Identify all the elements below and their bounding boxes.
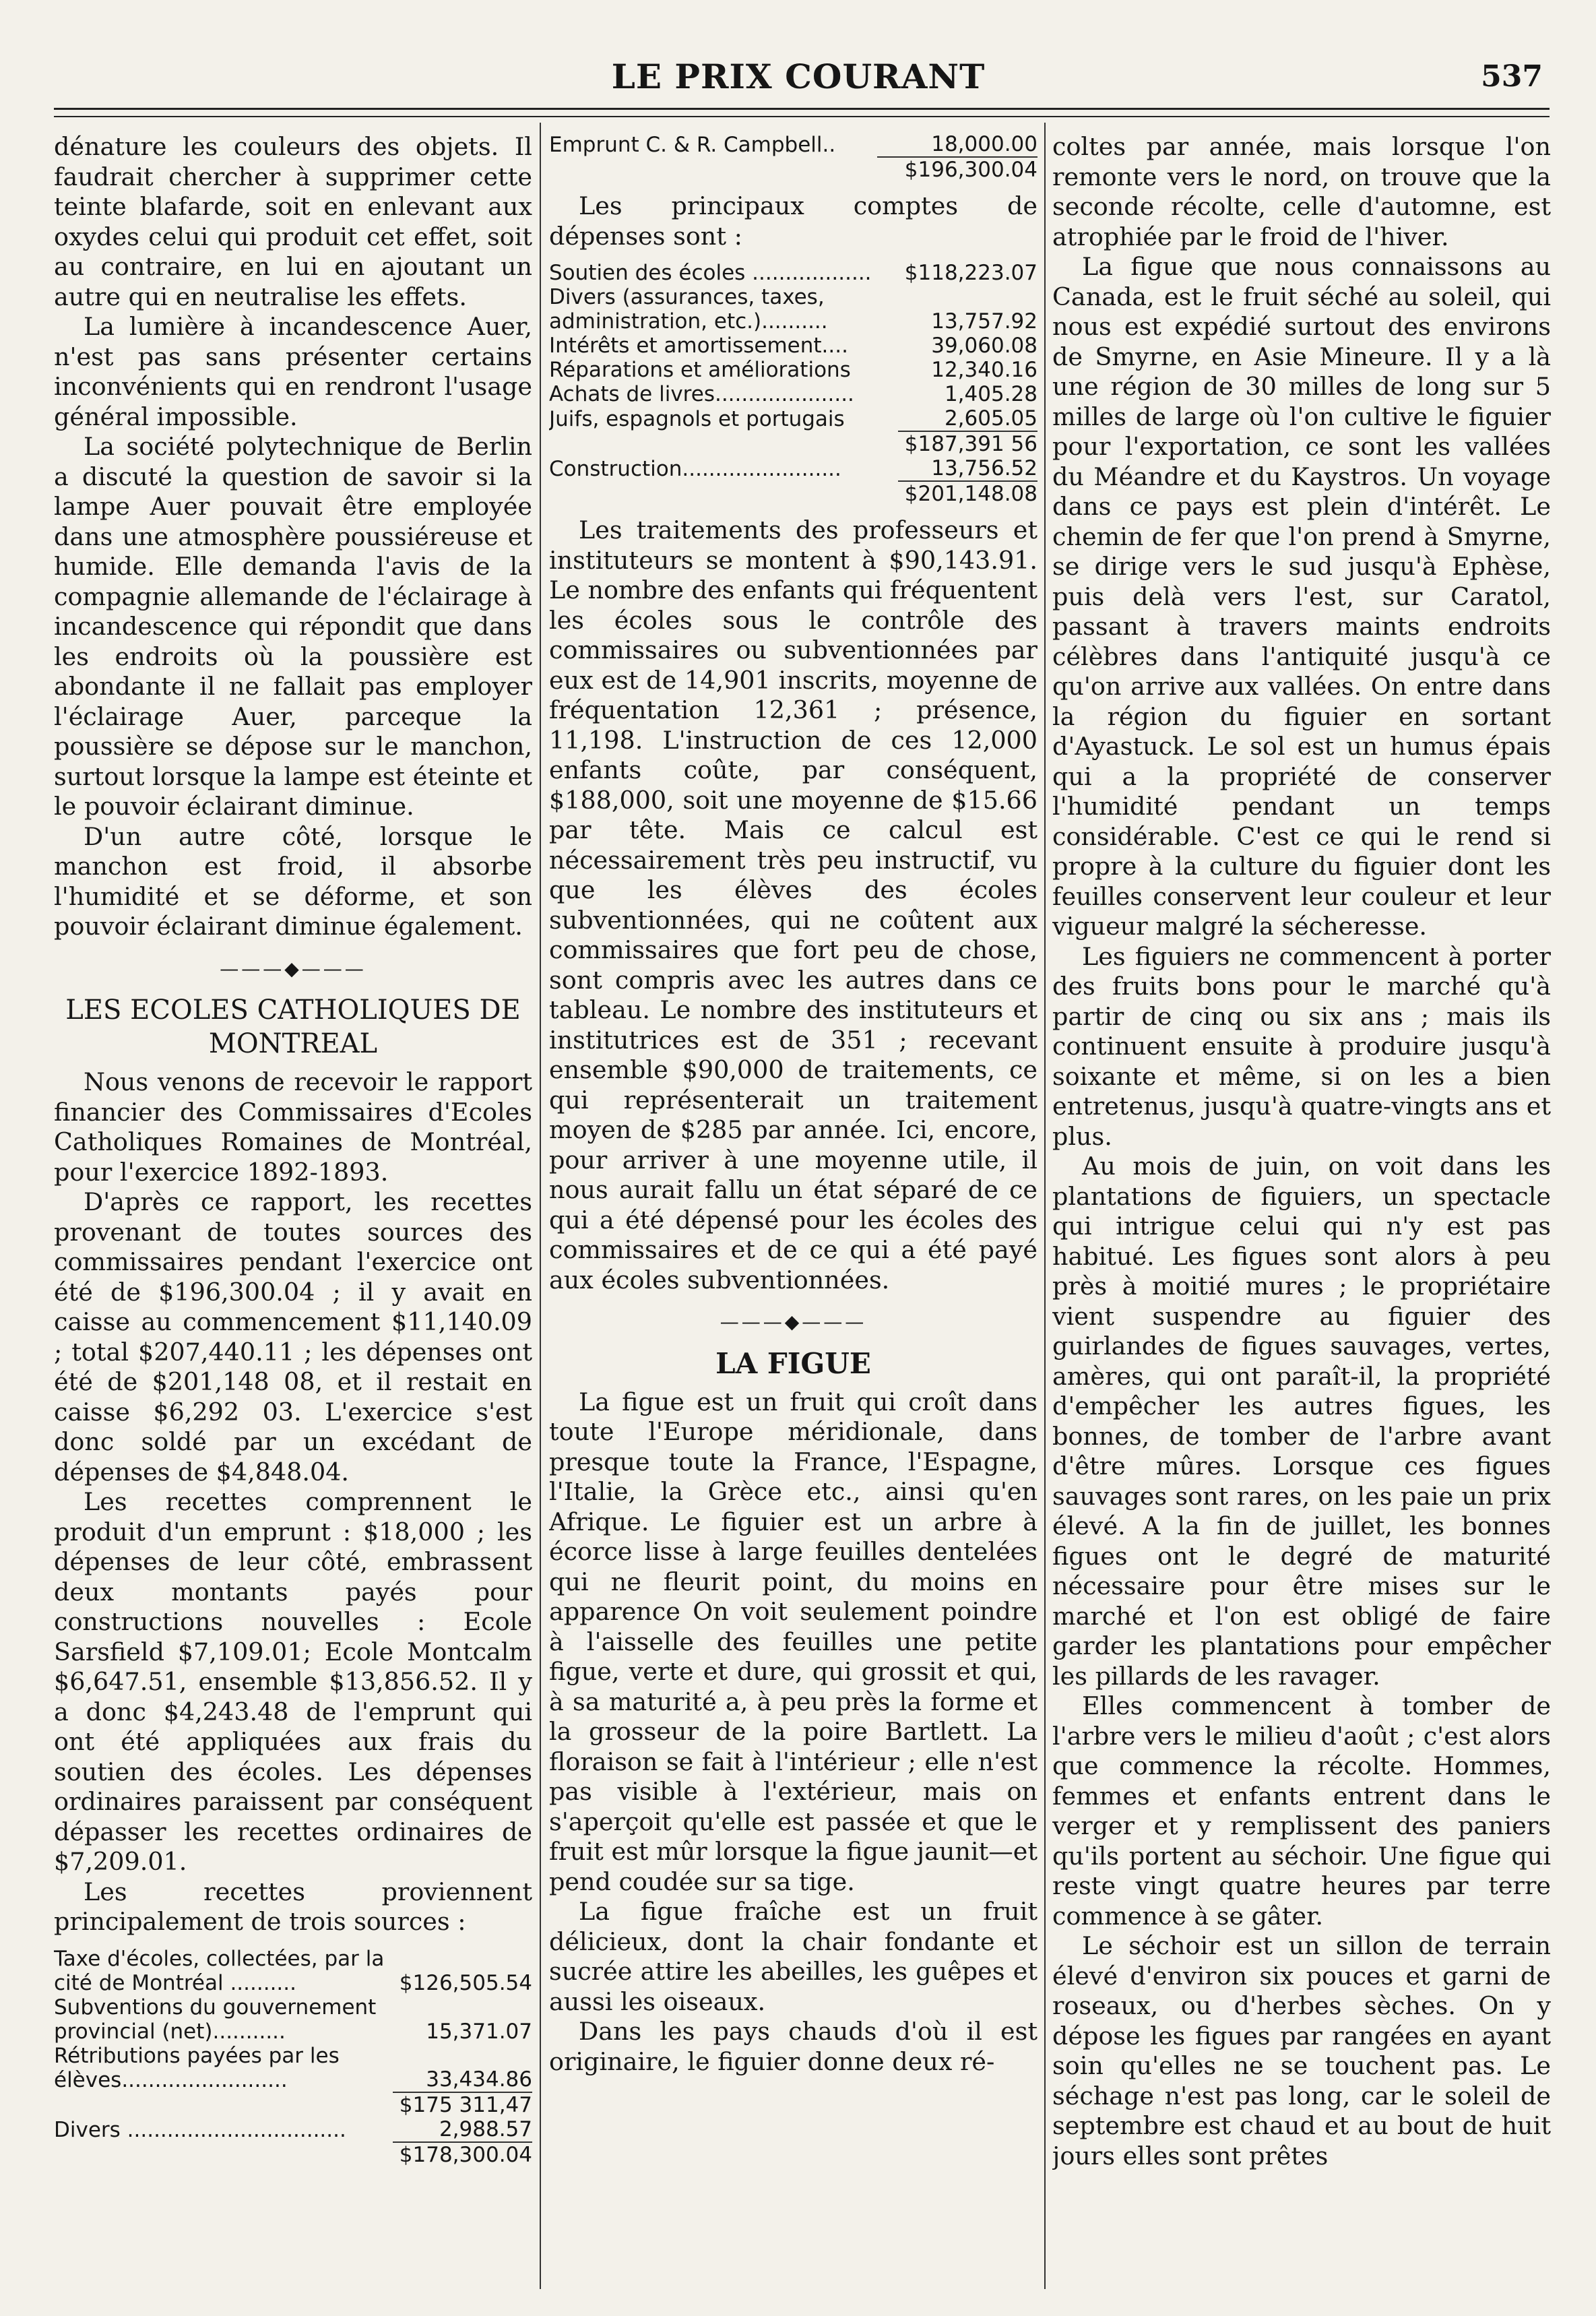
paragraph: coltes par année, mais lorsque l'on remonte vers le nord, on trouve que la seconde récolte, celle d'automne, est atrophiée par le froid de l'hiver. xyxy=(1052,132,1551,251)
paragraph: La société polytechnique de Berlin a discuté la question de savoir si la lampe Auer pouvait être employée dans une atmosphère poussiéreuse et humide. Elle demanda l'avis de la compagnie allemande de l'éclairage à incandescence qui répondit que dans les endroits où la poussière est abondante il ne fallait pas employer l'éclairage Auer, parceque la poussière se dépose sur le manchon, surtout lorsque la lampe est éteinte et le pouvoir éclairant diminue. xyxy=(54,432,532,821)
table-row: Intérêts et amortissement.... 39,060.08 xyxy=(549,334,1038,358)
column-divider xyxy=(540,123,541,2289)
receipts-table xyxy=(54,1947,532,2167)
table-row: $201,148.08 xyxy=(549,481,1038,506)
page-number: 537 xyxy=(1481,59,1543,94)
table-row: Construction........................ 13,756.52 xyxy=(549,456,1038,481)
expenses-table xyxy=(549,261,1038,506)
header-rule-thin xyxy=(54,116,1550,117)
paragraph: Nous venons de recevoir le rapport financier des Commissaires d'Ecoles Catholiques Romaines de Montréal, pour l'exercice 1892-1893. xyxy=(54,1067,532,1187)
section-ornament: ———◆——— xyxy=(220,957,366,980)
section-title: LA FIGUE xyxy=(715,1346,871,1380)
table-row: $175 311,47 xyxy=(54,2092,532,2117)
paragraph: La lumière à incandescence Auer, n'est pas sans présenter certains inconvénients qui en rendront l'usage général impossible. xyxy=(54,312,532,431)
paragraph: Le séchoir est un sillon de terrain élevé d'environ six pouces et garni de roseaux, ou d'herbes sèches. On y dépose les figues par rangées en ayant soin qu'elles ne se touchent pas. Le séchage n'est pas long, car le soleil de septembre est chaud et au bout de huit jours elles sont prêtes xyxy=(1052,1931,1551,2170)
table-row: Emprunt C. & R. Campbell.. 18,000.00 xyxy=(549,132,1038,157)
paragraph: Elles commencent à tomber de l'arbre vers le milieu d'août ; c'est alors que commence la récolte. Hommes, femmes et enfants entrent dans le verger et y remplissent des paniers qu'ils portent au séchoir. Une figue qui reste vingt quatre heures par terre commence à se gâter. xyxy=(1052,1691,1551,1931)
paragraph: Les principaux comptes de dépenses sont : xyxy=(549,191,1038,251)
paragraph: Les traitements des professeurs et instituteurs se montent à $90,143.91. Le nombre des enfants qui fréquentent les écoles sous le contrôle des commissaires ou subventionnées par eux est de 14,901 inscrits, moyenne de fréquentation 12,361 ; présence, 11,198. L'instruction de ces 12,000 enfants coûte, par conséquent, $188,000, soit une moyenne de $15.66 par tête. Mais ce calcul est nécessairement très peu instructif, vu que les élèves des écoles subventionnées, qui ne coûtent aux commissaires que fort peu de chose, sont compris avec les autres dans ce tableau. Le nombre des instituteurs et institutrices est de 351 ; recevant ensemble $90,000 de traitements, ce qui représenterait un traitement moyen de $285 par année. Ici, encore, pour arriver à une moyenne utile, il nous aurait fallu un état séparé de ce qui a été dépensé pour les écoles des commissaires et de ce qui a été payé aux écoles subventionnées. xyxy=(549,515,1038,1294)
paragraph: Dans les pays chauds d'où il est originaire, le figuier donne deux ré- xyxy=(549,2017,1038,2076)
table-row: $196,300.04 xyxy=(549,157,1038,182)
table-row: Taxe d'écoles, collectées, par la cité de Montréal .......... $126,505.54 xyxy=(54,1946,532,1995)
page-header xyxy=(54,53,1543,100)
table-row: Juifs, espagnols et portugais 2,605.05 xyxy=(549,406,1038,431)
paragraph: D'après ce rapport, les recettes provenant de toutes sources des commissaires pendant l'exercice ont été de $196,300.04 ; il y avait en caisse au commencement $11,140.09 ; total $207,440.11 ; les dépenses ont été de $201,148 08, et il restait en caisse $6,292 03. L'exercice s'est donc soldé par un excédant de dépenses de $4,848.04. xyxy=(54,1187,532,1486)
loan-table xyxy=(549,132,1038,182)
table-row: $178,300.04 xyxy=(54,2142,532,2167)
table-row: $187,391 56 xyxy=(549,431,1038,456)
table-row: Divers ................................. 2,988.57 xyxy=(54,2117,532,2142)
table-row: Subventions du gouvernement provincial (net)........... 15,371.07 xyxy=(54,1995,532,2044)
paragraph: La figue est un fruit qui croît dans toute l'Europe méridionale, dans presque toute la France, l'Espagne, l'Italie, la Grèce etc., ainsi qu'en Afrique. Le figuier est un arbre à écorce lisse à large feuilles dentelées qui ne fleurit point, du moins en apparence On voit seulement poindre à l'aisselle des feuilles une petite figue, verte et dure, qui grossit et qui, à sa maturité a, à peu près la forme et la grosseur de la poire Bartlett. La floraison se fait à l'intérieur ; elle n'est pas visible à l'extérieur, mais on s'aperçoit qu'elle est passée et que le fruit est mûr lorsque la figue jaunit—et pend coudée sur sa tige. xyxy=(549,1387,1038,1896)
paragraph: Les recettes comprennent le produit d'un emprunt : $18,000 ; les dépenses de leur côté, embrassent deux montants payés pour constructions nouvelles : Ecole Sarsfield $7,109.01; Ecole Montcalm $6,647.51, ensemble $13,856.52. Il y a donc $4,243.48 de l'emprunt qui ont été appliquées aux frais du soutien des écoles. Les dépenses ordinaires paraissent par conséquent dépasser les recettes ordinaires de $7,209.01. xyxy=(54,1487,532,1876)
header-rule xyxy=(54,108,1550,110)
section-ornament: ———◆——— xyxy=(720,1311,867,1333)
page-title: LE PRIX COURANT xyxy=(611,56,986,96)
paragraph: Au mois de juin, on voit dans les plantations de figuiers, un spectacle qui intrigue celui qui n'y est pas habitué. Les figues sont alors à peu près à moitié mures ; le propriétaire vient suspendre au figuier des guirlandes de figues sauvages, vertes, amères, qui ont paraît-il, la propriété d'empêcher les autres figues, les bonnes, de tomber de l'arbre avant d'être mûres. Lorsque ces figues sauvages sont rares, on les paie un prix élevé. A la fin de juillet, les bonnes figues ont le degré de maturité nécessaire pour être mises sur le marché et l'on est obligé de faire garder les plantations pour empêcher les pillards de les ravager. xyxy=(1052,1152,1551,1691)
column-divider xyxy=(1044,123,1046,2289)
paragraph: D'un autre côté, lorsque le manchon est froid, il absorbe l'humidité et se déforme, et son pouvoir éclairant diminue également. xyxy=(54,821,532,941)
paragraph: Les recettes proviennent principalement de trois sources : xyxy=(54,1877,532,1936)
column-1 xyxy=(54,132,532,2289)
table-row: Divers (assurances, taxes, administration, etc.).......... 13,757.92 xyxy=(549,285,1038,334)
paragraph: La figue fraîche est un fruit délicieux, dont la chair fondante et sucrée attire les abeilles, les guêpes et aussi les oiseaux. xyxy=(549,1897,1038,2016)
column-2 xyxy=(549,132,1038,2289)
paragraph: Les figuiers ne commencent à porter des fruits bons pour le marché qu'à partir de cinq ou six ans ; mais ils continuent ensuite à produire jusqu'à soixante et même, si on les a bien entretenus, jusqu'à quatre-vingts ans et plus. xyxy=(1052,941,1551,1151)
table-row: Achats de livres..................... 1,405.28 xyxy=(549,382,1038,406)
paragraph: La figue que nous connaissons au Canada, est le fruit séché au soleil, qui nous est expédié surtout des environs de Smyrne, en Asie Mineure. Il y a là une région de 30 milles de long sur 5 milles de large où l'on cultive le figuier pour l'exportation, ce sont les vallées du Méandre et du Kaystros. Un voyage dans ce pays est plein d'intérêt. Le chemin de fer que l'on prend à Smyrne, se dirige vers le sud jusqu'à Ephèse, puis delà vers l'est, sur Caratol, passant à travers maints endroits célèbres dans l'antiquité jusqu'à ce qu'on arrive aux vallées. On entre dans la région du figuier en sortant d'Ayastuck. Le sol est un humus épais qui a la propriété de conserver l'humidité pendant un temps considérable. C'est ce qui le rend si propre à la culture du figuier dont les feuilles conservent leur couleur et leur vigueur malgré la sécheresse. xyxy=(1052,252,1551,941)
table-row: Soutien des écoles .................. $118,223.07 xyxy=(549,261,1038,285)
table-row: Rétributions payées par les élèves......................... 33,434.86 xyxy=(54,2043,532,2092)
table-row: Réparations et améliorations 12,340.16 xyxy=(549,358,1038,382)
column-3 xyxy=(1052,132,1551,2289)
paragraph: dénature les couleurs des objets. Il faudrait chercher à supprimer cette teinte blafarde, soit en enlevant aux oxydes celui qui produit cet effet, soit au contraire, en lui en ajoutant un autre qui en neutralise les effets. xyxy=(54,132,532,311)
section-title: LES ECOLES CATHOLIQUES DE MONTREAL xyxy=(65,995,521,1059)
